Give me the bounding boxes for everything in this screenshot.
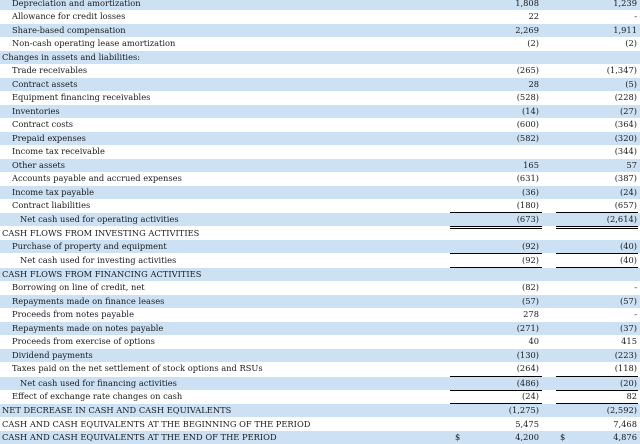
row-label: Net cash used for investing activities xyxy=(20,255,177,265)
table-row xyxy=(0,37,640,50)
row-label: Net cash used for operating activities xyxy=(20,214,179,224)
table-row xyxy=(0,199,640,212)
section-label: Changes in assets and liabilities: xyxy=(2,52,141,62)
value-prior: (37) xyxy=(619,323,637,333)
subtotal-row xyxy=(0,254,640,267)
value-prior: 57 xyxy=(626,160,637,170)
value-current: 2,269 xyxy=(515,25,539,35)
value-current: (600) xyxy=(516,119,539,129)
table-row xyxy=(0,64,640,77)
table-row xyxy=(0,0,640,10)
row-label: Contract liabilities xyxy=(12,200,91,210)
value-prior: 4,876 xyxy=(613,432,637,442)
value-current: (486) xyxy=(516,378,539,388)
table-row xyxy=(0,24,640,37)
value-prior: (1,347) xyxy=(606,65,637,75)
value-prior: (40) xyxy=(619,255,637,265)
value-current: (631) xyxy=(516,173,539,183)
value-prior: (24) xyxy=(619,187,637,197)
table-row xyxy=(0,159,640,172)
row-label: Income tax receivable xyxy=(12,146,105,156)
value-prior: - xyxy=(634,11,637,21)
value-prior: - xyxy=(634,309,637,319)
table-row xyxy=(0,78,640,91)
row-label: Net cash used for financing activities xyxy=(20,378,177,388)
value-prior: (2,592) xyxy=(606,405,637,415)
table-row xyxy=(0,10,640,23)
table-row xyxy=(0,145,640,158)
value-prior: 1,911 xyxy=(613,25,637,35)
table-row xyxy=(0,105,640,118)
value-current: (92) xyxy=(521,255,539,265)
table-row xyxy=(0,172,640,185)
value-current: (264) xyxy=(516,363,539,373)
value-current: 1,808 xyxy=(515,0,539,8)
table-row xyxy=(0,295,640,308)
row-label: Purchase of property and equipment xyxy=(12,241,167,251)
row-label: Other assets xyxy=(12,160,65,170)
value-current: (265) xyxy=(516,65,539,75)
total-row xyxy=(0,418,640,431)
table-row xyxy=(0,281,640,294)
value-prior: (27) xyxy=(619,106,637,116)
section-label: CASH FLOWS FROM FINANCING ACTIVITIES xyxy=(2,269,202,279)
section-header xyxy=(0,268,640,281)
currency-symbol: $ xyxy=(455,432,461,442)
table-row xyxy=(0,308,640,321)
table-row xyxy=(0,362,640,375)
value-current: (36) xyxy=(521,187,539,197)
value-current: (24) xyxy=(521,391,539,401)
row-label: Proceeds from exercise of options xyxy=(12,336,155,346)
value-prior: 415 xyxy=(621,336,637,346)
table-row xyxy=(0,390,640,403)
value-current: (57) xyxy=(521,296,539,306)
row-label: Repayments made on notes payable xyxy=(12,323,164,333)
value-prior: (5) xyxy=(625,79,637,89)
section-header xyxy=(0,51,640,64)
value-prior: (657) xyxy=(614,200,637,210)
total-row xyxy=(0,431,640,444)
row-label: Allowance for credit losses xyxy=(12,11,126,21)
value-current: (673) xyxy=(516,214,539,224)
row-label: Taxes paid on the net settlement of stock options and RSUs xyxy=(12,363,263,373)
subtotal-row xyxy=(0,377,640,390)
value-prior: (228) xyxy=(614,92,637,102)
row-label: Income tax payable xyxy=(12,187,95,197)
row-label: CASH AND CASH EQUIVALENTS AT THE BEGINNING OF THE PERIOD xyxy=(2,419,311,429)
value-current: 4,200 xyxy=(515,432,539,442)
value-prior: - xyxy=(634,282,637,292)
value-current: 28 xyxy=(528,79,539,89)
value-prior: (364) xyxy=(614,119,637,129)
value-current: 5,475 xyxy=(515,419,539,429)
value-prior: (2,614) xyxy=(606,214,637,224)
value-prior: (223) xyxy=(614,350,637,360)
value-prior: 7,468 xyxy=(613,419,637,429)
value-current: (130) xyxy=(516,350,539,360)
row-label: Share-based compensation xyxy=(12,25,126,35)
row-label: CASH AND CASH EQUIVALENTS AT THE END OF THE PERIOD xyxy=(2,432,277,442)
value-current: 22 xyxy=(528,11,539,21)
row-label: Contract assets xyxy=(12,79,78,89)
section-label: CASH FLOWS FROM INVESTING ACTIVITIES xyxy=(2,228,200,238)
section-header xyxy=(0,227,640,240)
table-row xyxy=(0,91,640,104)
value-current: 165 xyxy=(523,160,539,170)
row-label: Dividend payments xyxy=(12,350,93,360)
row-label: NET DECREASE IN CASH AND CASH EQUIVALENTS xyxy=(2,405,232,415)
value-current: 278 xyxy=(523,309,539,319)
table-row xyxy=(0,118,640,131)
value-prior: (2) xyxy=(625,38,637,48)
value-current: (14) xyxy=(521,106,539,116)
value-current: (1,275) xyxy=(508,405,539,415)
value-prior: (20) xyxy=(619,378,637,388)
value-current: 40 xyxy=(528,336,539,346)
table-row xyxy=(0,132,640,145)
row-label: Trade receivables xyxy=(12,65,88,75)
value-prior: 1,239 xyxy=(613,0,637,8)
row-label: Contract costs xyxy=(12,119,74,129)
row-label: Accounts payable and accrued expenses xyxy=(12,173,182,183)
row-label: Effect of exchange rate changes on cash xyxy=(12,391,183,401)
value-current: (180) xyxy=(516,200,539,210)
currency-symbol: $ xyxy=(560,432,566,442)
value-prior: (344) xyxy=(614,146,637,156)
value-current: (528) xyxy=(516,92,539,102)
value-prior: (387) xyxy=(614,173,637,183)
total-row xyxy=(0,404,640,417)
value-current: (2) xyxy=(527,38,539,48)
subtotal-row xyxy=(0,213,640,226)
row-label: Prepaid expenses xyxy=(12,133,86,143)
row-label: Depreciation and amortization xyxy=(12,0,141,8)
value-prior: (57) xyxy=(619,296,637,306)
value-current: (82) xyxy=(521,282,539,292)
value-prior: 82 xyxy=(626,391,637,401)
row-label: Non-cash operating lease amortization xyxy=(12,38,176,48)
value-prior: (320) xyxy=(614,133,637,143)
table-row xyxy=(0,349,640,362)
row-label: Equipment financing receivables xyxy=(12,92,151,102)
value-current: (582) xyxy=(516,133,539,143)
row-label: Proceeds from notes payable xyxy=(12,309,134,319)
row-label: Borrowing on line of credit, net xyxy=(12,282,145,292)
value-current: (271) xyxy=(516,323,539,333)
value-prior: (40) xyxy=(619,241,637,251)
table-row xyxy=(0,335,640,348)
table-row xyxy=(0,240,640,253)
table-row xyxy=(0,186,640,199)
row-label: Repayments made on finance leases xyxy=(12,296,165,306)
value-prior: (118) xyxy=(614,363,637,373)
value-current: (92) xyxy=(521,241,539,251)
row-label: Inventories xyxy=(12,106,60,116)
table-row xyxy=(0,322,640,335)
